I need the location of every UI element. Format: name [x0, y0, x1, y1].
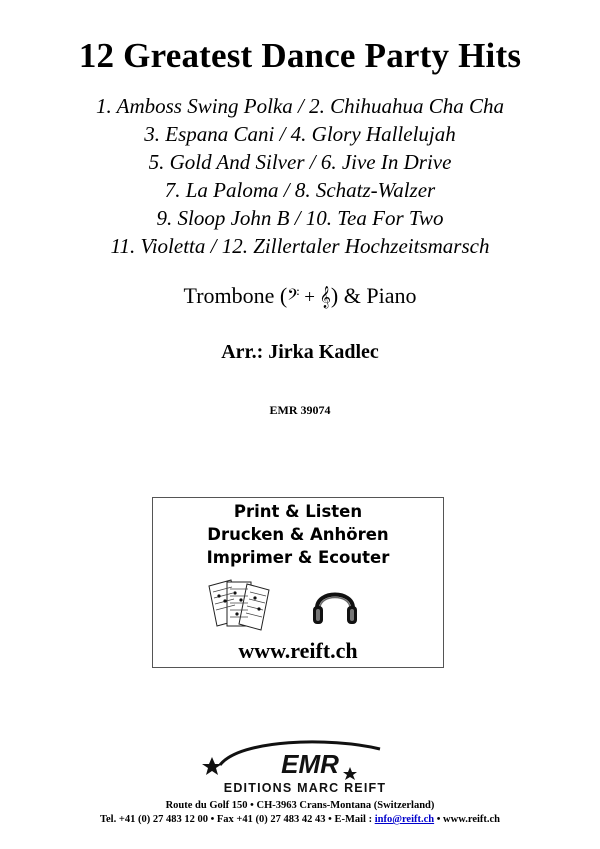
contact-prefix: Tel. +41 (0) 27 483 12 00 • Fax +41 (0) 27 483 42 43 • E-Mail : [99, 814, 375, 825]
sheet-music-icon [205, 576, 275, 632]
print-listen-box [152, 497, 444, 668]
song-line: 7. La Paloma / 8. Schatz-Walzer [164, 178, 436, 202]
song-line: 5. Gold And Silver / 6. Jive In Drive [148, 150, 452, 174]
arranger: Arr.: Jirka Kadlec [221, 341, 379, 363]
instrumentation-prefix: Trombone ( [183, 283, 288, 308]
page-title: 12 Greatest Dance Party Hits [78, 36, 522, 75]
logo-text: EMR [281, 749, 339, 779]
publisher-address: Route du Golf 150 • CH-3963 Crans-Montana (Switzerland) [165, 800, 435, 811]
clef-icons: 𝄢 + 𝄞 [287, 287, 331, 308]
song-line: 3. Espana Cani / 4. Glory Hallelujah [144, 122, 456, 146]
contact-suffix: • www.reift.ch [434, 814, 501, 825]
emr-logo [200, 735, 410, 795]
logo-subtitle: EDITIONS MARC REIFT [223, 781, 387, 795]
song-line: 9. Sloop John B / 10. Tea For Two [156, 206, 444, 230]
catalog-number: EMR 39074 [269, 403, 331, 417]
song-line: 11. Violetta / 12. Zillertaler Hochzeitsmarsch [110, 234, 490, 258]
email-link[interactable]: info@reift.ch [374, 814, 435, 825]
publisher-contact [0, 813, 600, 827]
song-line: 1. Amboss Swing Polka / 2. Chihuahua Cha Cha [96, 94, 504, 118]
print-listen-de: Drucken & Anhören [207, 525, 389, 544]
instrumentation-suffix: ) & Piano [330, 283, 417, 308]
print-listen-en: Print & Listen [233, 502, 363, 521]
headphones-icon [309, 578, 361, 630]
instrumentation [0, 281, 600, 313]
song-list [0, 92, 600, 260]
print-listen-fr: Imprimer & Ecouter [206, 548, 390, 567]
website-link[interactable]: www.reift.ch [238, 638, 358, 663]
